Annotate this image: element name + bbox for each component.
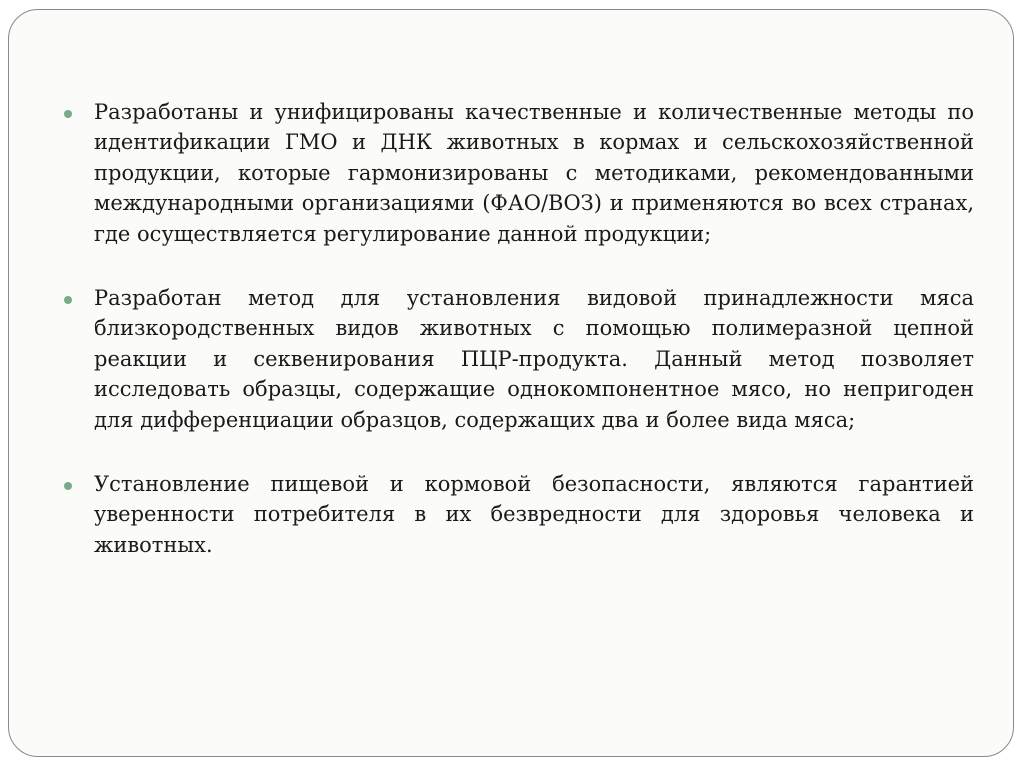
bullet-item-food-safety <box>58 469 974 560</box>
bullet-list <box>58 97 974 594</box>
bullet-text: Разработаны и унифицированы качественные и количественные методы по идентификации ГМО и ДНК животных в кормах и сельскохозяйственной продукции, которые гармонизированы с методиками, рекомендованными международными организациями (ФАО/ВОЗ) и применяются во всех странах, где осуществляется регулирование данной продукции; <box>94 100 974 246</box>
bullet-dot-icon <box>64 110 72 118</box>
bullet-text: Разработан метод для установления видовой принадлежности мяса близкородственных видов животных с помощью полимеразной цепной реакции и секвенирования ПЦР-продукта. Данный метод позволяет исследовать образцы, содержащие однокомпонентное мясо, но непригоден для дифференциации образцов, содержащих два и более вида мяса; <box>94 286 974 432</box>
bullet-dot-icon <box>64 296 72 304</box>
bullet-text: Установление пищевой и кормовой безопасности, являются гарантией уверенности потребителя в их безвредности для здоровья человека и животных. <box>94 472 974 557</box>
bullet-dot-icon <box>64 482 72 490</box>
bullet-item-meat-species-method <box>58 283 974 435</box>
bullet-item-gmo-methods <box>58 97 974 249</box>
